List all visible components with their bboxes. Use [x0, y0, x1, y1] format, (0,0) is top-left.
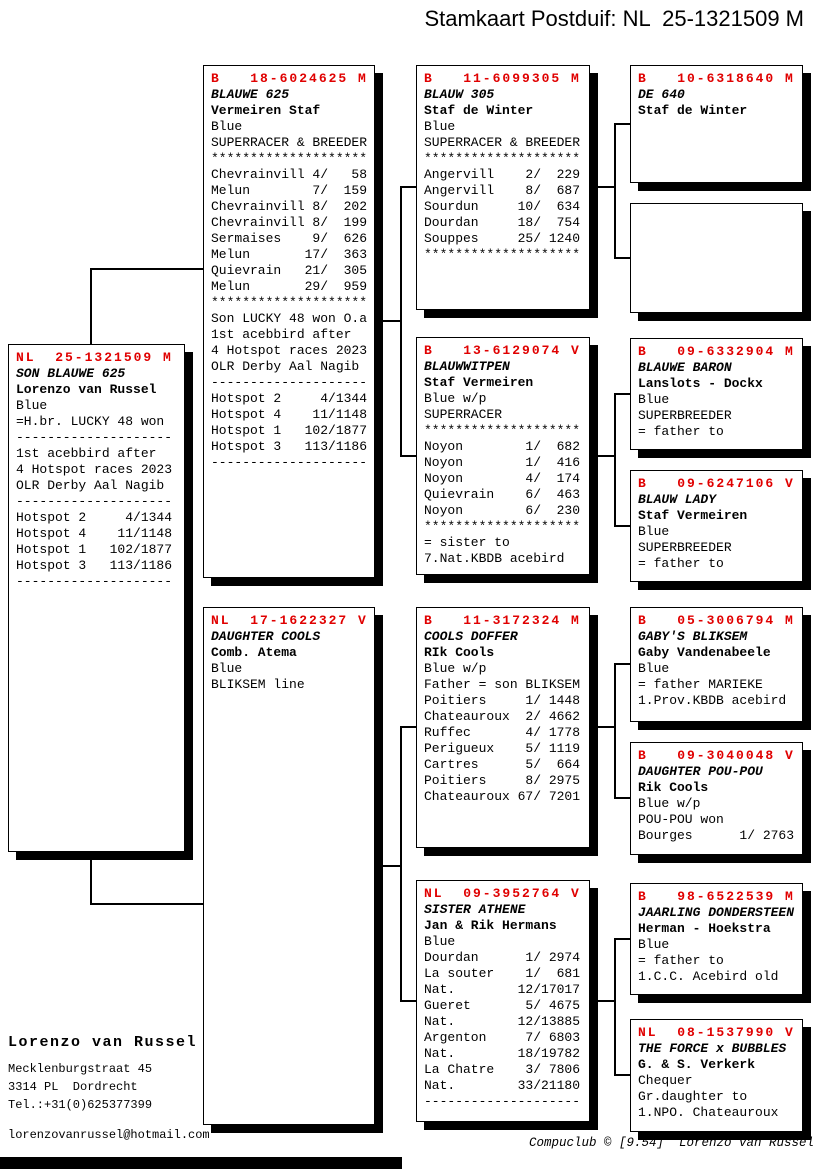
pedigree-line: Dourdan 1/ 2974	[424, 950, 581, 965]
bottom-page-mark	[0, 1157, 402, 1169]
pedigree-line: Hotspot 4 11/1148	[16, 526, 173, 541]
pedigree-box-mother	[203, 607, 375, 1125]
ring-number: B 05-3006794 M	[638, 613, 795, 628]
pedigree-line: --------------------	[424, 1094, 581, 1109]
pedigree-line: Gr.daughter to	[638, 1089, 748, 1104]
bird-name: JAARLING DONDERSTEEN	[638, 905, 795, 920]
owner-phone: Tel.:+31(0)625377399	[8, 1098, 153, 1112]
pedigree-line: Hotspot 1 102/1877	[16, 542, 173, 557]
pedigree-line: =H.br. LUCKY 48 won	[16, 414, 165, 429]
pedigree-line: 1.C.C. Acebird old	[638, 969, 779, 984]
pedigree-line: Chevrainvill 4/ 58	[211, 167, 368, 182]
pedigree-line: Angervill 8/ 687	[424, 183, 581, 198]
pedigree-line: Son LUCKY 48 won O.a	[211, 311, 368, 326]
pedigree-line: La souter 1/ 681	[424, 966, 581, 981]
pedigree-box-grandfather-maternal	[416, 607, 590, 848]
pedigree-line: Blue	[638, 392, 670, 407]
pedigree-line: Chateauroux 67/ 7201	[424, 789, 581, 804]
pedigree-line: 1st acebbird after	[211, 327, 352, 342]
connector-line	[614, 257, 630, 259]
connector-line	[376, 865, 402, 867]
pedigree-line: = father to	[638, 953, 724, 968]
pedigree-box-greatgrandparent-3	[630, 338, 803, 450]
pedigree-line: Noyon 1/ 682	[424, 439, 581, 454]
pedigree-box-grandmother-maternal	[416, 880, 590, 1122]
connector-line	[614, 393, 630, 395]
bird-name: THE FORCE x BUBBLES	[638, 1041, 787, 1056]
connector-line	[592, 726, 616, 728]
ring-number: B 09-6332904 M	[638, 344, 795, 359]
connector-line	[614, 123, 630, 125]
pedigree-box-greatgrandparent-8	[630, 1019, 803, 1132]
fancier-name: Comb. Atema	[211, 645, 297, 660]
pedigree-line: Poitiers 1/ 1448	[424, 693, 581, 708]
pedigree-line: --------------------	[16, 430, 173, 445]
pedigree-line: 7.Nat.KBDB acebird	[424, 551, 565, 566]
pedigree-line: POU-POU won	[638, 812, 724, 827]
connector-line	[614, 664, 616, 798]
pedigree-line: Nat. 33/21180	[424, 1078, 581, 1093]
connector-line	[614, 394, 616, 526]
connector-line	[614, 525, 630, 527]
ring-number: NL 17-1622327 V	[211, 613, 368, 628]
connector-line	[90, 268, 204, 270]
pedigree-line: Blue	[424, 934, 456, 949]
bird-name: BLAUWWITPEN	[424, 359, 510, 374]
pedigree-line: = father to	[638, 556, 724, 571]
pedigree-line: ********************	[211, 151, 368, 166]
connector-line	[400, 1000, 416, 1002]
pedigree-line: SUPERRACER & BREEDER	[211, 135, 368, 150]
pedigree-box-greatgrandparent-7	[630, 883, 803, 995]
connector-line	[400, 187, 402, 456]
pedigree-box-greatgrandparent-5	[630, 607, 803, 722]
fancier-name: Lanslots - Dockx	[638, 376, 763, 391]
bird-name: BLAUW 305	[424, 87, 495, 102]
pedigree-line: Blue w/p	[424, 661, 487, 676]
bird-name: BLAUWE 625	[211, 87, 290, 102]
ring-number: B 11-3172324 M	[424, 613, 581, 628]
pedigree-line: SUPERBREEDER	[638, 540, 732, 555]
pedigree-line: ********************	[424, 247, 581, 262]
pedigree-line: ********************	[424, 519, 581, 534]
pedigree-box-greatgrandparent-2-empty	[630, 203, 803, 313]
fancier-name: G. & S. Verkerk	[638, 1057, 756, 1072]
pedigree-line: Chevrainvill 8/ 202	[211, 199, 368, 214]
ring-number: NL 08-1537990 V	[638, 1025, 795, 1040]
pedigree-line: --------------------	[16, 494, 173, 509]
pedigree-line: Quievrain 6/ 463	[424, 487, 581, 502]
ring-number: B 98-6522539 M	[638, 889, 795, 904]
pedigree-line: Nat. 12/17017	[424, 982, 581, 997]
pedigree-line: Gueret 5/ 4675	[424, 998, 581, 1013]
pedigree-line: Cartres 5/ 664	[424, 757, 581, 772]
pedigree-line: SUPERRACER	[424, 407, 503, 422]
pedigree-line: 4 Hotspot races 2023	[211, 343, 368, 358]
ring-number: B 10-6318640 M	[638, 71, 795, 86]
pedigree-line: Nat. 12/13885	[424, 1014, 581, 1029]
pedigree-line: = father to	[638, 424, 724, 439]
connector-line	[614, 124, 616, 258]
pedigree-line: Blue	[211, 119, 243, 134]
pedigree-line: Nat. 18/19782	[424, 1046, 581, 1061]
pedigree-line: SUPERBREEDER	[638, 408, 732, 423]
pedigree-line: Dourdan 18/ 754	[424, 215, 581, 230]
pedigree-line: Sourdun 10/ 634	[424, 199, 581, 214]
pedigree-line: Blue	[211, 661, 243, 676]
pedigree-line: Argenton 7/ 6803	[424, 1030, 581, 1045]
pedigree-line: Perigueux 5/ 1119	[424, 741, 581, 756]
ring-number: B 18-6024625 M	[211, 71, 368, 86]
pedigree-line: SUPERRACER & BREEDER	[424, 135, 581, 150]
pedigree-line: Noyon 1/ 416	[424, 455, 581, 470]
connector-line	[376, 320, 402, 322]
fancier-name: Gaby Vandenabeele	[638, 645, 771, 660]
footer-credit: Compuclub © [9.54] Lorenzo van Russel	[528, 1136, 814, 1150]
pedigree-box-grandfather-paternal	[416, 65, 590, 310]
pedigree-line: ********************	[424, 423, 581, 438]
connector-line	[614, 939, 616, 1075]
fancier-name: Staf de Winter	[638, 103, 748, 118]
page-title: Stamkaart Postduif: NL 25-1321509 M	[424, 6, 804, 31]
pedigree-line: ********************	[424, 151, 581, 166]
pedigree-line: 1.Prov.KBDB acebird	[638, 693, 787, 708]
connector-line	[592, 1000, 616, 1002]
bird-name: DE 640	[638, 87, 685, 102]
connector-line	[614, 938, 630, 940]
connector-line	[400, 455, 416, 457]
pedigree-line: 1st acebbird after	[16, 446, 157, 461]
pedigree-line: Blue	[424, 119, 456, 134]
pedigree-line: OLR Derby Aal Nagib	[16, 478, 165, 493]
pedigree-box-subject	[8, 344, 185, 852]
pedigree-line: Melun 29/ 959	[211, 279, 368, 294]
pedigree-box-greatgrandparent-6	[630, 742, 803, 855]
pedigree-line: Bourges 1/ 2763	[638, 828, 795, 843]
pedigree-line: Souppes 25/ 1240	[424, 231, 581, 246]
pedigree-line: Blue	[638, 661, 670, 676]
pedigree-line: 4 Hotspot races 2023	[16, 462, 173, 477]
pedigree-line: = sister to	[424, 535, 510, 550]
fancier-name: Jan & Rik Hermans	[424, 918, 557, 933]
bird-name: DAUGHTER POU-POU	[638, 764, 763, 779]
pedigree-box-greatgrandparent-4	[630, 470, 803, 582]
pedigree-line: Chateauroux 2/ 4662	[424, 709, 581, 724]
bird-name: SON BLAUWE 625	[16, 366, 126, 381]
owner-address-street: Mecklenburgstraat 45	[8, 1062, 153, 1076]
owner-block	[8, 1034, 210, 1142]
pedigree-line: Hotspot 4 11/1148	[211, 407, 368, 422]
pedigree-line: Noyon 4/ 174	[424, 471, 581, 486]
fancier-name: Staf Vermeiren	[638, 508, 748, 523]
pedigree-line: La Chatre 3/ 7806	[424, 1062, 581, 1077]
pedigree-line: Noyon 6/ 230	[424, 503, 581, 518]
pedigree-line: Poitiers 8/ 2975	[424, 773, 581, 788]
pedigree-line: OLR Derby Aal Nagib	[211, 359, 360, 374]
pedigree-line: Chevrainvill 8/ 199	[211, 215, 368, 230]
pedigree-box-grandmother-paternal	[416, 337, 590, 575]
pedigree-line: Angervill 2/ 229	[424, 167, 581, 182]
bird-name: DAUGHTER COOLS	[211, 629, 321, 644]
ring-number: B 09-6247106 V	[638, 476, 795, 491]
connector-line	[614, 1074, 630, 1076]
pedigree-line: Blue w/p	[424, 391, 487, 406]
connector-line	[614, 663, 630, 665]
owner-email: lorenzovanrussel@hotmail.com	[8, 1128, 210, 1142]
pedigree-box-greatgrandparent-1	[630, 65, 803, 183]
pedigree-line: Hotspot 3 113/1186	[211, 439, 368, 454]
owner-address-city: 3314 PL Dordrecht	[8, 1080, 138, 1094]
fancier-name: RIk Cools	[424, 645, 495, 660]
pedigree-line: Ruffec 4/ 1778	[424, 725, 581, 740]
connector-line	[592, 186, 616, 188]
pedigree-line: --------------------	[16, 574, 173, 589]
connector-line	[400, 726, 416, 728]
pedigree-line: --------------------	[211, 375, 368, 390]
pedigree-line: Hotspot 1 102/1877	[211, 423, 368, 438]
ring-number: NL 25-1321509 M	[16, 350, 173, 365]
ring-number: B 09-3040048 V	[638, 748, 795, 763]
fancier-name: Herman - Hoekstra	[638, 921, 771, 936]
connector-line	[90, 903, 204, 905]
bird-name: COOLS DOFFER	[424, 629, 518, 644]
bird-name: BLAUW LADY	[638, 492, 717, 507]
pedigree-line: Blue w/p	[638, 796, 701, 811]
pedigree-line: Blue	[638, 937, 670, 952]
fancier-name: Rik Cools	[638, 780, 709, 795]
pedigree-line: BLIKSEM line	[211, 677, 305, 692]
pedigree-line: Melun 7/ 159	[211, 183, 368, 198]
pedigree-line: Hotspot 2 4/1344	[211, 391, 368, 406]
owner-name: Lorenzo van Russel	[8, 1034, 198, 1051]
fancier-name: Staf de Winter	[424, 103, 534, 118]
pedigree-line: ********************	[211, 295, 368, 310]
ring-number: B 11-6099305 M	[424, 71, 581, 86]
fancier-name: Vermeiren Staf	[211, 103, 321, 118]
fancier-name: Lorenzo van Russel	[16, 382, 157, 397]
bird-name: GABY'S BLIKSEM	[638, 629, 748, 644]
connector-line	[592, 455, 616, 457]
bird-name: SISTER ATHENE	[424, 902, 526, 917]
pedigree-box-father	[203, 65, 375, 578]
pedigree-line: --------------------	[211, 455, 368, 470]
pedigree-line: 1.NPO. Chateauroux	[638, 1105, 779, 1120]
connector-line	[400, 727, 402, 1001]
pedigree-line: Father = son BLIKSEM	[424, 677, 581, 692]
pedigree-line: Hotspot 3 113/1186	[16, 558, 173, 573]
pedigree-line: Quievrain 21/ 305	[211, 263, 368, 278]
pedigree-line: Blue	[16, 398, 48, 413]
pedigree-line: Sermaises 9/ 626	[211, 231, 368, 246]
ring-number: B 13-6129074 V	[424, 343, 581, 358]
pedigree-line: Blue	[638, 524, 670, 539]
pedigree-line: = father MARIEKE	[638, 677, 763, 692]
fancier-name: Staf Vermeiren	[424, 375, 534, 390]
pedigree-line: Hotspot 2 4/1344	[16, 510, 173, 525]
pedigree-line: Chequer	[638, 1073, 693, 1088]
connector-line	[614, 797, 630, 799]
connector-line	[400, 186, 416, 188]
pedigree-line: Melun 17/ 363	[211, 247, 368, 262]
ring-number: NL 09-3952764 V	[424, 886, 581, 901]
bird-name: BLAUWE BARON	[638, 360, 732, 375]
